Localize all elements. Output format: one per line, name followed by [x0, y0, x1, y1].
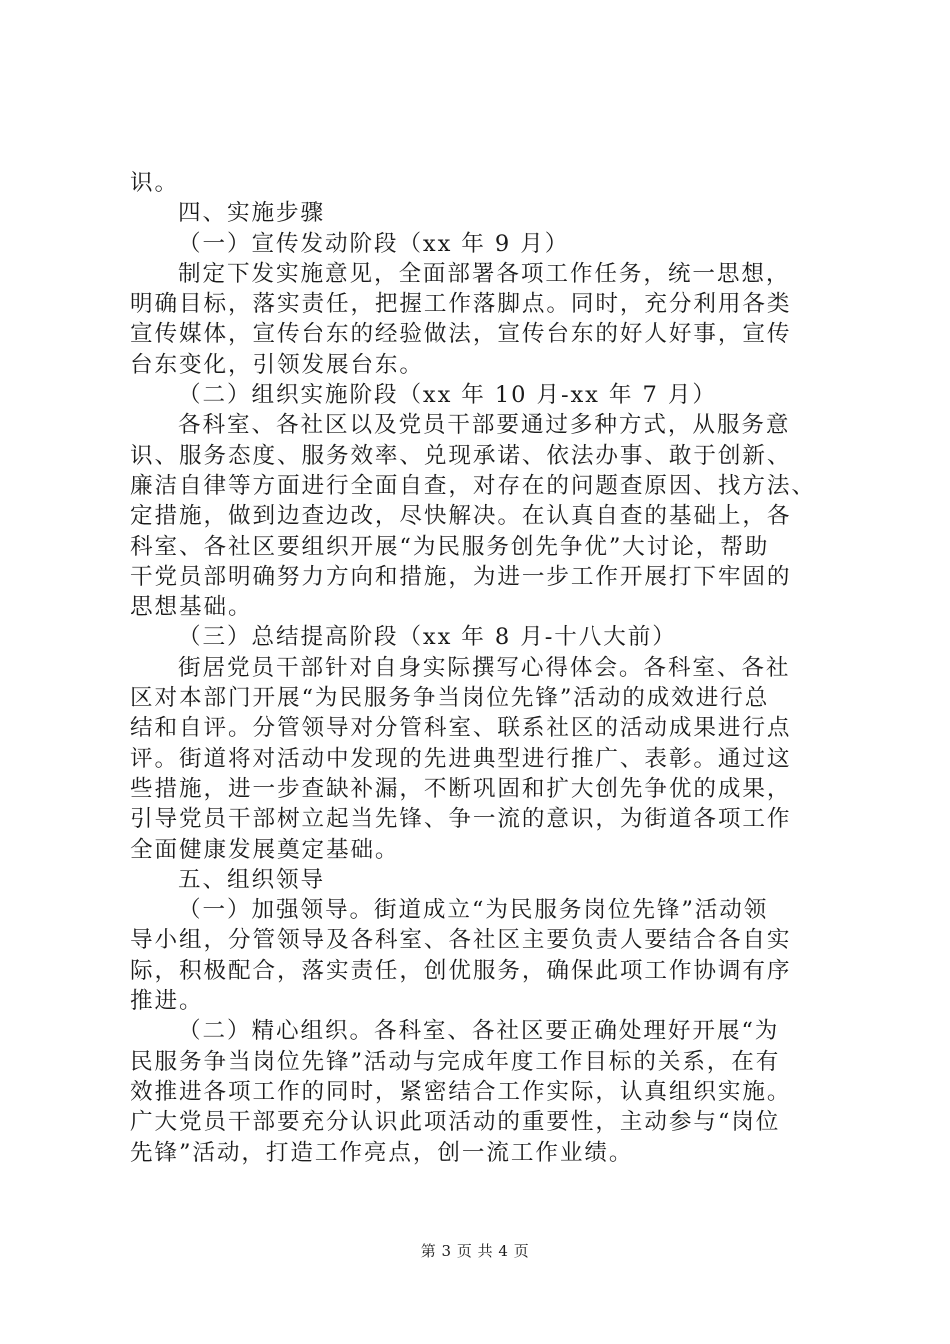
text-line: （一）加强领导。街道成立“为民服务岗位先锋”活动领: [178, 897, 769, 924]
text-line: 干党员部明确努力方向和措施，为进一步工作开展打下牢固的: [130, 563, 792, 590]
text-line: 些措施，进一步查缺补漏，不断巩固和扩大创先争优的成果，: [130, 775, 792, 802]
text-line: 区对本部门开展“为民服务争当岗位先锋”活动的成效进行总: [130, 685, 770, 712]
text-line: 街居党员干部针对自身实际撰写心得体会。各科室、各社: [178, 654, 791, 681]
text-line: 思想基础。: [130, 594, 253, 621]
text-line: 明确目标，落实责任，把握工作落脚点。同时，充分利用各类: [130, 291, 792, 318]
text-line: 结和自评。分管领导对分管科室、联系社区的活动成果进行点: [130, 715, 792, 742]
text-line: 台东变化，引领发展台东。: [130, 351, 424, 378]
text-line: （一）宣传发动阶段（xx 年 9 月）: [178, 230, 570, 257]
text-line: 广大党员干部要充分认识此项活动的重要性，主动参与“岗位: [130, 1109, 781, 1136]
text-line: 识、服务态度、服务效率、兑现承诺、依法办事、敢于创新、: [130, 442, 792, 469]
text-line: 引导党员干部树立起当先锋、争一流的意识，为街道各项工作: [130, 806, 792, 833]
document-body: [130, 168, 830, 1168]
text-line: 各科室、各社区以及党员干部要通过多种方式，从服务意: [178, 412, 791, 439]
text-line: 评。街道将对活动中发现的先进典型进行推广、表彰。通过这: [130, 745, 792, 772]
text-line: 推进。: [130, 988, 204, 1015]
text-line: 宣传媒体，宣传台东的经验做法，宣传台东的好人好事，宣传: [130, 321, 792, 348]
text-line: 先锋”活动，打造工作亮点，创一流工作业绩。: [130, 1139, 634, 1166]
text-line: 全面健康发展奠定基础。: [130, 836, 400, 863]
text-line: 民服务争当岗位先锋”活动与完成年度工作目标的关系，在有: [130, 1048, 781, 1075]
text-line: 廉洁自律等方面进行全面自查，对存在的问题查原因、找方法、: [130, 472, 816, 499]
text-line: 定措施，做到边查边改，尽快解决。在认真自查的基础上，各: [130, 503, 792, 530]
text-line: 际，积极配合，落实责任，创优服务，确保此项工作协调有序: [130, 957, 792, 984]
text-line: 四、实施步骤: [178, 200, 325, 227]
text-line: （三）总结提高阶段（xx 年 8 月-十八大前）: [178, 624, 677, 651]
text-line: 科室、各社区要组织开展“为民服务创先争优”大讨论，帮助: [130, 533, 770, 560]
text-line: 制定下发实施意见，全面部署各项工作任务，统一思想，: [178, 260, 791, 287]
text-line: 导小组，分管领导及各科室、各社区主要负责人要结合各自实: [130, 927, 792, 954]
text-line: 效推进各项工作的同时，紧密结合工作实际，认真组织实施。: [130, 1078, 792, 1105]
text-line: （二）组织实施阶段（xx 年 10 月-xx 年 7 月）: [178, 382, 717, 409]
text-line: （二）精心组织。各科室、各社区要正确处理好开展“为: [178, 1018, 780, 1045]
text-line: 识。: [130, 170, 179, 196]
page-footer: 第 3 页 共 4 页: [420, 1242, 530, 1260]
text-line: 五、组织领导: [178, 866, 325, 893]
